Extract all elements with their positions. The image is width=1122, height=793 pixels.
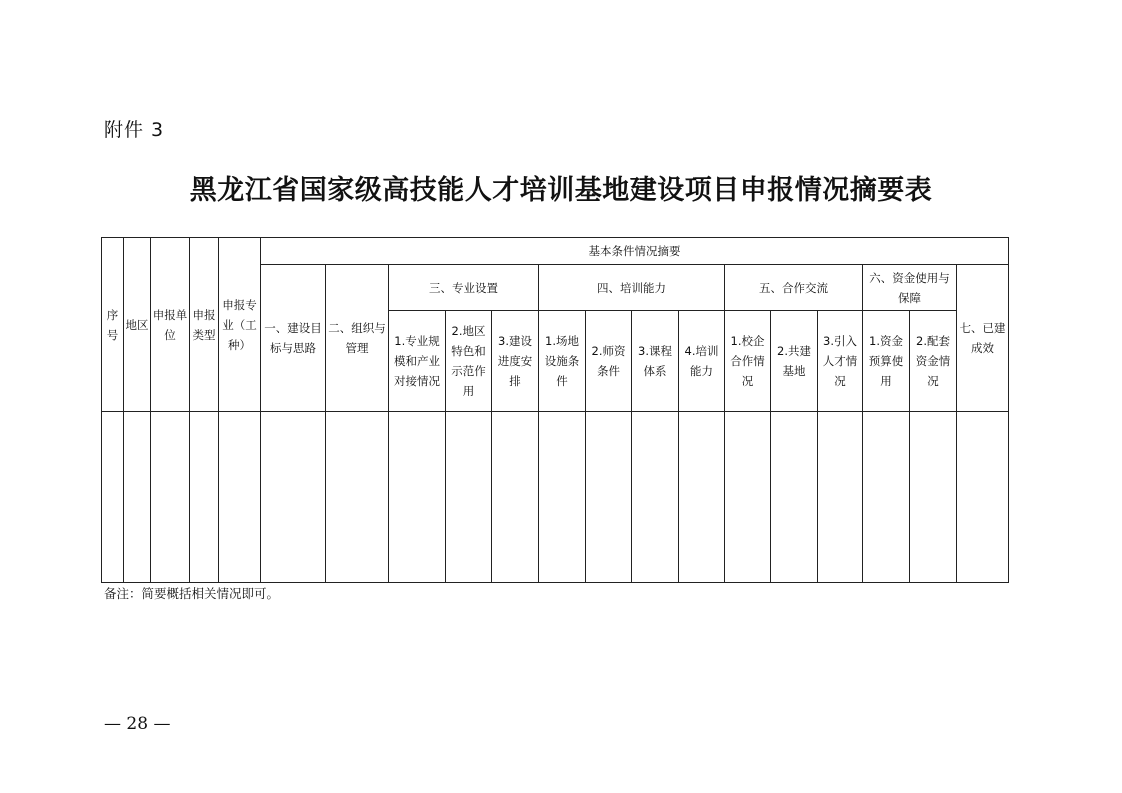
table-cell — [586, 412, 632, 583]
header-specialty: 申报专业（工种） — [219, 238, 261, 412]
header-group5-item: 3.引入人才情况 — [818, 311, 863, 412]
table-cell — [389, 412, 446, 583]
header-group3-item: 2.地区特色和示范作用 — [446, 311, 492, 412]
header-group5-item: 1.校企合作情况 — [725, 311, 771, 412]
attachment-label: 附件 3 — [104, 119, 165, 141]
table-cell — [725, 412, 771, 583]
table-cell — [326, 412, 389, 583]
table-cell — [151, 412, 190, 583]
header-group3-item: 1.专业规模和产业对接情况 — [389, 311, 446, 412]
header-region: 地区 — [124, 238, 151, 412]
header-group4-item: 2.师资条件 — [586, 311, 632, 412]
header-group3: 三、专业设置 — [389, 265, 539, 311]
table-cell — [957, 412, 1009, 583]
table-cell — [539, 412, 586, 583]
header-group1: 一、建设目标与思路 — [261, 265, 326, 412]
page-number: — 28 — — [104, 714, 171, 734]
header-type: 申报类型 — [190, 238, 219, 412]
table-cell — [818, 412, 863, 583]
table-cell — [910, 412, 957, 583]
header-group3-item: 3.建设进度安排 — [492, 311, 539, 412]
table-cell — [679, 412, 725, 583]
header-group7: 七、已建成效 — [957, 265, 1009, 412]
header-group6-item: 2.配套资金情况 — [910, 311, 957, 412]
summary-table — [101, 237, 1009, 583]
header-group4-item: 3.课程体系 — [632, 311, 679, 412]
table-cell — [863, 412, 910, 583]
table-cell — [190, 412, 219, 583]
header-group6-item: 1.资金预算使用 — [863, 311, 910, 412]
header-group4-item: 4.培训能力 — [679, 311, 725, 412]
table-row — [102, 412, 1009, 583]
page-title: 黑龙江省国家级高技能人才培训基地建设项目申报情况摘要表 — [189, 175, 933, 206]
header-group4-item: 1.场地设施条件 — [539, 311, 586, 412]
header-group5: 五、合作交流 — [725, 265, 863, 311]
table-cell — [261, 412, 326, 583]
header-group4: 四、培训能力 — [539, 265, 725, 311]
header-basic-summary: 基本条件情况摘要 — [261, 238, 1009, 265]
table-cell — [632, 412, 679, 583]
header-seq: 序号 — [102, 238, 124, 412]
table-cell — [771, 412, 818, 583]
table-cell — [492, 412, 539, 583]
header-group6: 六、资金使用与保障 — [863, 265, 957, 311]
table-cell — [102, 412, 124, 583]
header-unit: 申报单位 — [151, 238, 190, 412]
table-cell — [124, 412, 151, 583]
footnote: 备注：简要概括相关情况即可。 — [104, 586, 280, 601]
header-group2: 二、组织与管理 — [326, 265, 389, 412]
table-cell — [446, 412, 492, 583]
table-cell — [219, 412, 261, 583]
header-group5-item: 2.共建基地 — [771, 311, 818, 412]
